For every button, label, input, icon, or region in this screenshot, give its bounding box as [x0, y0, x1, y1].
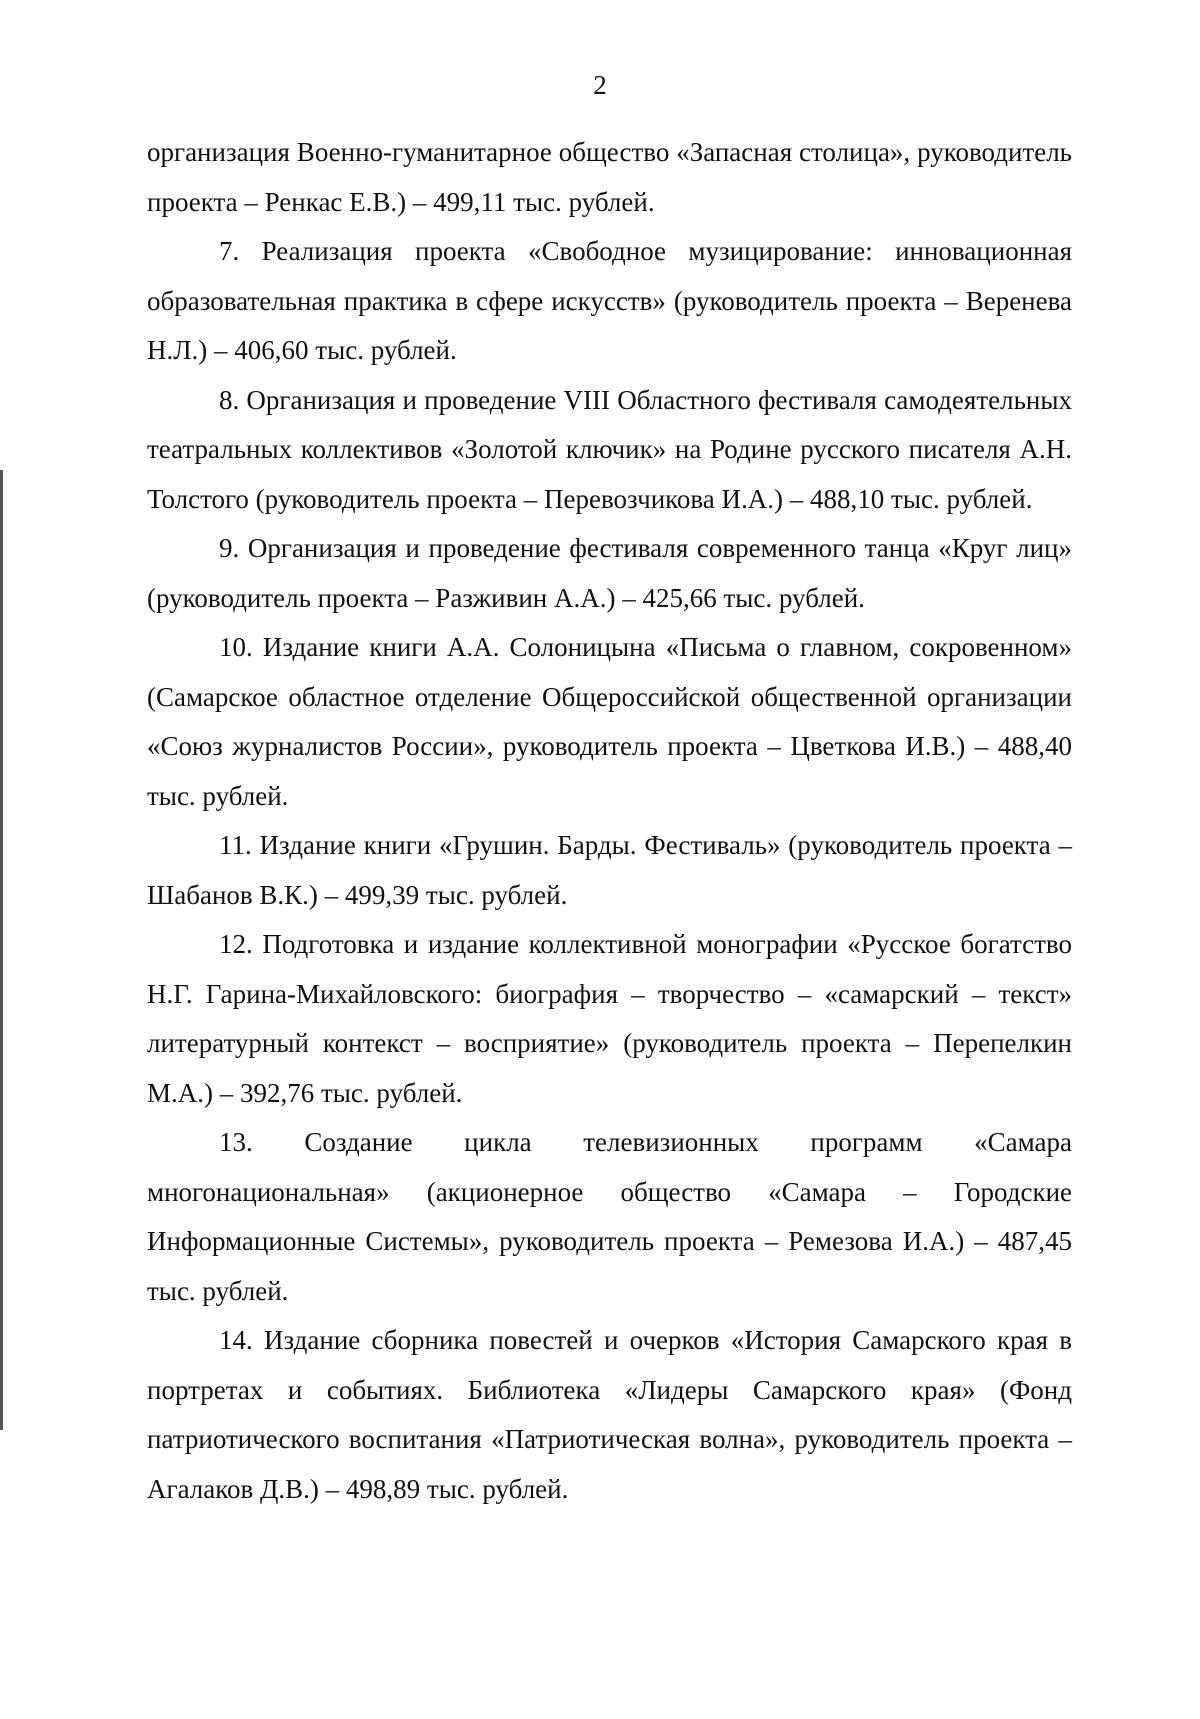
- scan-edge-mark: [0, 470, 3, 1430]
- paragraph-item-7: 7. Реализация проекта «Свободное музицирование: инновационная образовательная практика в сфере искусств» (руководитель проекта – Веренева Н.Л.) – 406,60 тыс. рублей.: [147, 236, 1072, 365]
- paragraph-item-10: 10. Издание книги А.А. Солоницына «Письма о главном, сокровенном» (Самарское областное отделение Общероссийской общественной организации «Союз журналистов России», руководитель проекта – Цветкова И.В.) – 488,40 тыс. рублей.: [147, 632, 1072, 811]
- paragraph-item-12: 12. Подготовка и издание коллективной монографии «Русское богатство Н.Г. Гарина-Михайловского: биография – творчество – «самарский – текст» литературный контекст – восприятие» (руководитель проекта – Перепелкин М.А.) – 392,76 тыс. рублей.: [147, 929, 1072, 1108]
- page-number: 2: [593, 70, 607, 100]
- paragraph-item-8: 8. Организация и проведение VIII Областного фестиваля самодеятельных театральных коллективов «Золотой ключик» на Родине русского писателя А.Н. Толстого (руководитель проекта – Перевозчикова И.А.) – 488,10 тыс. рублей.: [147, 384, 1072, 514]
- paragraph-item-9: 9. Организация и проведение фестиваля современного танца «Круг лиц» (руководитель проекта – Разживин А.А.) – 425,66 тыс. рублей.: [147, 533, 1072, 613]
- paragraph-item-11: 11. Издание книги «Грушин. Барды. Фестиваль» (руководитель проекта – Шабанов В.К.) – 499,39 тыс. рублей.: [147, 830, 1072, 910]
- paragraph-item-14: 14. Издание сборника повестей и очерков «История Самарского края в портретах и событиях. Библиотека «Лидеры Самарского края» (Фонд патриотического воспитания «Патриотическая волна», руководитель проекта – Агалаков Д.В.) – 498,89 тыс. рублей.: [147, 1325, 1072, 1504]
- document-body: [147, 128, 1072, 1514]
- paragraph-continuation: организация Военно-гуманитарное общество «Запасная столица», руководитель проекта – Ренкас Е.В.) – 499,11 тыс. рублей.: [147, 137, 1072, 217]
- paragraph-item-13: 13. Создание цикла телевизионных программ «Самара многонациональная» (акционерное общество «Самара – Городские Информационные Системы», руководитель проекта – Ремезова И.А.) – 487,45 тыс. рублей.: [147, 1127, 1072, 1306]
